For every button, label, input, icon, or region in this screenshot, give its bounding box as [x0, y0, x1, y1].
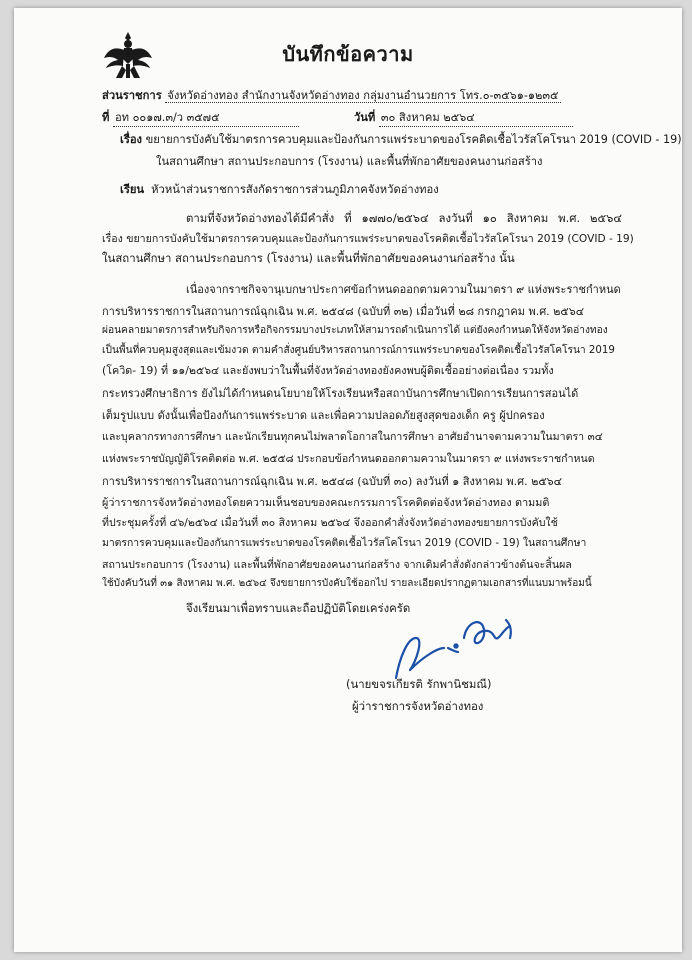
para2-line-12: ที่ประชุมครั้งที่ ๔๖/๒๕๖๔ เมื่อวันที่ ๓๐ สิงหาคม ๒๕๖๔ จึงออกคำสั่งจังหวัดอ่างทองขยายการบังคับใช้ — [102, 517, 558, 529]
agency-value: จังหวัดอ่างทอง สำนักงานจังหวัดอ่างทอง กลุ่มงานอำนวยการ โทร.๐-๓๕๖๑-๑๒๓๕ — [167, 89, 559, 102]
closing-line: จึงเรียนมาเพื่อทราบและถือปฏิบัติโดยเคร่งครัด — [186, 601, 411, 615]
para2-line-3: ผ่อนคลายมาตรการสำหรับกิจการหรือกิจกรรมบางประเภทให้สามารถดำเนินการได้ แต่ยังคงกำหนดให้จังหวัดอ่างทอง — [102, 325, 608, 336]
date-value: ๓๐ สิงหาคม ๒๕๖๔ — [379, 108, 573, 127]
para2-line-15: ใช้บังคับวันที่ ๓๑ สิงหาคม พ.ศ. ๒๕๖๔ จึงขยายการบังคับใช้ออกไป รายละเอียดปรากฏตามเอกสารที่แนบมาพร้อมนี้ — [102, 578, 592, 589]
para2-line-10: การบริหารราชการในสถานการณ์ฉุกเฉิน พ.ศ. ๒๕๔๘ (ฉบับที่ ๓๐) ลงวันที่ ๑ สิงหาคม พ.ศ. ๒๕๖๔ — [102, 475, 562, 488]
date-label: วันที่ — [354, 111, 376, 124]
salutation-label: เรียน — [120, 183, 145, 196]
ref-label: ที่ — [102, 111, 110, 124]
para2-line-1: เนื่องจากราชกิจจานุเบกษาประกาศข้อกำหนดออกตามความในมาตรา ๙ แห่งพระราชกำหนด — [186, 283, 621, 296]
agency-row — [102, 86, 561, 104]
para1-line-3: ในสถานศึกษา สถานประกอบการ (โรงงาน) และพื้นที่พักอาศัยของคนงานก่อสร้าง นั้น — [102, 251, 515, 265]
ref-value: อท ๐๐๑๗.๓/ว ๓๕๗๕ — [113, 108, 299, 127]
para2-line-8: และบุคลากรทางการศึกษา และนักเรียนทุกคนไม่พลาดโอกาสในการศึกษา อาศัยอำนาจตามความในมาตรา ๓๔ — [102, 431, 603, 443]
para2-line-2: การบริหารราชการในสถานการณ์ฉุกเฉิน พ.ศ. ๒๕๔๘ (ฉบับที่ ๓๒) เมื่อวันที่ ๒๘ กรกฎาคม พ.ศ. ๒๕๖๔ — [102, 305, 585, 318]
para2-line-5: (โควิด- 19) ที่ ๑๑/๒๕๖๔ และยังพบว่าในพื้นที่จังหวัดอ่างทองยังคงพบผู้ติดเชื้ออย่างต่อเนื่อง รวมทั้ง — [102, 364, 554, 377]
memo-title: บันทึกข้อความ — [282, 42, 414, 66]
subject-label: เรื่อง — [120, 133, 143, 146]
agency-label: ส่วนราชการ — [102, 89, 162, 102]
para2-line-14: สถานประกอบการ (โรงงาน) และพื้นที่พักอาศัยของคนงานก่อสร้าง จากเดิมคำสั่งดังกล่าวข้างต้นจะสิ้นผล — [102, 559, 572, 571]
date-row — [354, 108, 573, 127]
signer-name: (นายขจรเกียรติ รักพานิชมณี) — [346, 677, 492, 691]
para2-line-7: เต็มรูปแบบ ดังนั้นเพื่อป้องกันการแพร่ระบาด และเพื่อความปลอดภัยสูงสุดของเด็ก ครู ผู้ปกครอง — [102, 409, 545, 422]
para2-line-13: มาตรการควบคุมและป้องกันการแพร่ระบาดของโรคติดเชื้อไวรัสโคโรนา 2019 (COVID - 19) ในสถานศึกษา — [102, 537, 587, 549]
para2-line-4: เป็นพื้นที่ควบคุมสูงสุดและเข้มงวด ตามคำสั่งศูนย์บริหารสถานการณ์การแพร่ระบาดของโรคติดเชื้อไวรัสโคโรนา 2019 — [102, 345, 615, 356]
salutation-row — [120, 180, 439, 198]
para2-line-6: กระทรวงศึกษาธิการ ยังไม่ได้กำหนดนโยบายให้โรงเรียนหรือสถาบันการศึกษาเปิดการเรียนการสอนได้ — [102, 387, 579, 400]
subject-line-1: ขยายการบังคับใช้มาตรการควบคุมและป้องกันการแพร่ระบาดของโรคติดเชื้อไวรัสโคโรนา 2019 (COVID - 19) — [145, 133, 682, 146]
signer-position: ผู้ว่าราชการจังหวัดอ่างทอง — [352, 699, 484, 713]
para2-line-9: แห่งพระราชบัญญัติโรคติดต่อ พ.ศ. ๒๕๕๘ ประกอบข้อกำหนดออกตามความในมาตรา ๙ แห่งพระราชกำหนด — [102, 453, 595, 465]
subject-row — [120, 130, 682, 148]
para1-line-1: ตามที่จังหวัดอ่างทองได้มีคำสั่ง ที่ ๑๗๗๐/๒๕๖๔ ลงวันที่ ๑๐ สิงหาคม พ.ศ. ๒๕๖๔ — [186, 211, 622, 225]
salutation-value: หัวหน้าส่วนราชการสังกัดราชการส่วนภูมิภาคจังหวัดอ่างทอง — [151, 183, 439, 196]
ref-row — [102, 108, 299, 127]
para2-line-11: ผู้ว่าราชการจังหวัดอ่างทองโดยความเห็นชอบของคณะกรรมการโรคติดต่อจังหวัดอ่างทอง ตามมติ — [102, 496, 550, 509]
signature-mark — [386, 608, 536, 686]
memo-page — [14, 8, 682, 952]
subject-line-2: ในสถานศึกษา สถานประกอบการ (โรงงาน) และพื้นที่พักอาศัยของคนงานก่อสร้าง — [156, 155, 543, 168]
para1-line-2: เรื่อง ขยายการบังคับใช้มาตรการควบคุมและป้องกันการแพร่ระบาดของโรคติดเชื้อไวรัสโคโรนา 2019 (COVID - 19) — [102, 233, 634, 245]
